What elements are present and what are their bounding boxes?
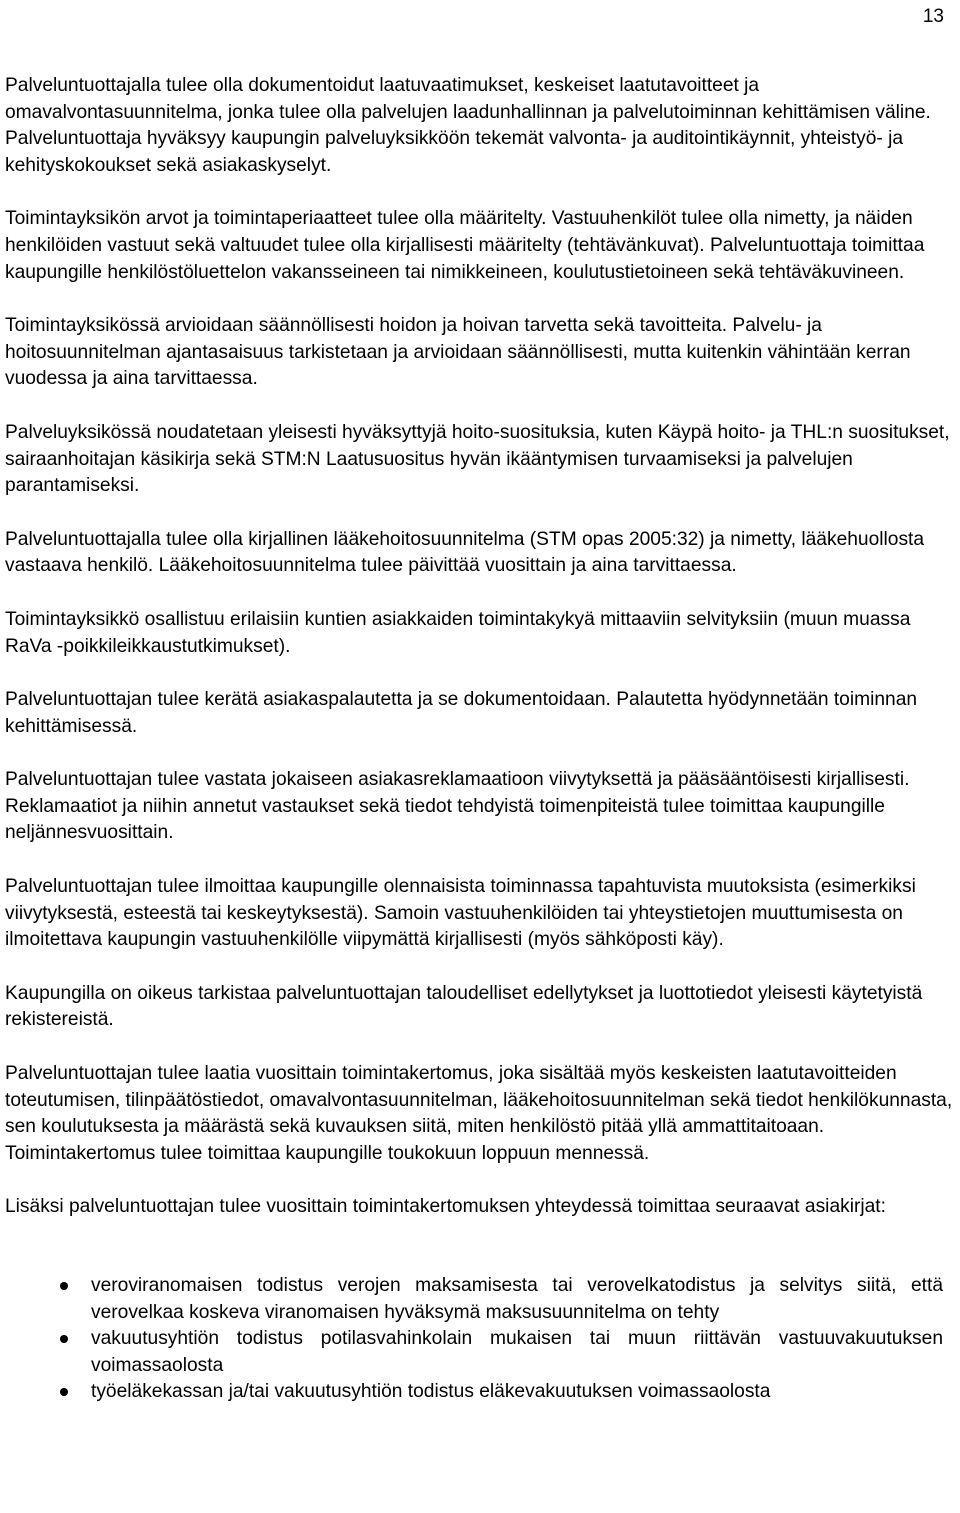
- paragraph-financial-check: Kaupungilla on oikeus tarkistaa palveluntuottajan taloudelliset edellytykset ja luottotiedot yleisesti käytetyistä rekistereistä.: [5, 982, 923, 1031]
- paragraph-customer-feedback: Palveluntuottajan tulee kerätä asiakaspalautetta ja se dokumentoidaan. Palautetta hyödynnetään toiminnan kehittämisessä.: [5, 689, 918, 737]
- bullet-icon: [60, 1335, 68, 1343]
- paragraph-values-and-responsibilities: Toimintayksikön arvot ja toimintaperiaatteet tulee olla määritelty. Vastuuhenkilöt tulee olla nimetty, ja näiden henkilöiden vastuut sekä valtuudet tulee olla kirjallisesti määritelty (tehtävänkuvat). Palveluntuottaja toimittaa kaupungille henkilöstöluettelon vakansseineen tai nimikkeineen, koulutustietoineen sekä tehtäväkuvineen.: [5, 208, 925, 283]
- paragraph-annual-report: Palveluntuottajan tulee laatia vuosittain toimintakertomus, joka sisältää myös keskeisten laatutavoitteiden toteutumisen, tilinpäätöstiedot, omavalvontasuunnitelman, lääkehoitosuunnitelman sekä tiedot henkilökunnasta, sen koulutuksesta ja määrästä sekä kuvauksen siitä, miten henkilöstö pitää yllä ammattitaitoaan. Toimintakertomus tulee toimittaa kaupungille toukokuun loppuun mennessä.: [5, 1063, 953, 1164]
- bullet-icon: [60, 1388, 68, 1396]
- paragraph-medication-plan: Palveluntuottajalla tulee olla kirjallinen lääkehoitosuunnitelma (STM opas 2005:32) ja nimetty, lääkehuollosta vastaava henkilö. Lääkehoitosuunnitelma tulee päivittää vuosittain ja aina tarvittaessa.: [5, 528, 925, 577]
- paragraph-care-recommendations: Palveluyksikössä noudatetaan yleisesti hyväksyttyjä hoito-suosituksia, kuten Käypä hoito- ja THL:n suositukset, sairaanhoitajan käsikirja sekä STM:N Laatusuositus hyvän ikääntymisen turvaamiseksi ja palvelujen parantamiseksi.: [5, 421, 950, 497]
- list-item-text: työeläkekassan ja/tai vakuutusyhtiön todistus eläkevakuutuksen voimassaolosta: [91, 1381, 771, 1403]
- paragraph-quality-requirements: Palveluntuottajalla tulee olla dokumentoidut laatuvaatimukset, keskeiset laatutavoitteet ja omavalvontasuunnitelma, jonka tulee olla palvelujen laadunhallinnan ja palvelutoiminnan kehittämisen väline. Palveluntuottaja hyväksyy kaupungin palveluyksikköön tekemät valvonta- ja auditointikäynnit, yhteistyö- ja kehityskokoukset sekä asiakaskyselyt.: [5, 75, 931, 176]
- page-number: 13: [922, 6, 944, 27]
- list-item: [5, 1326, 957, 1379]
- list-item: [5, 1379, 957, 1406]
- list-item-text: vakuutusyhtiön todistus potilasvahinkolain mukaisen tai muun riittävän vastuuvakuutuksen voimassaolosta: [91, 1328, 943, 1376]
- paragraph-change-notifications: Palveluntuottajan tulee ilmoittaa kaupungille olennaisista toiminnassa tapahtuvista muutoksista (esimerkiksi viivytyksestä, esteestä tai keskeytyksestä). Samoin vastuuhenkilöiden tai yhteystietojen muuttumisesta on ilmoitettava kaupungin vastuuhenkilölle viipymättä kirjallisesti (myös sähköposti käy).: [5, 876, 916, 951]
- paragraph-care-assessment: Toimintayksikössä arvioidaan säännöllisesti hoidon ja hoivan tarvetta sekä tavoitteita. Palvelu- ja hoitosuunnitelman ajantasaisuus tarkistetaan ja arvioidaan säännöllisesti, mutta kuitenkin vähintään kerran vuodessa ja aina tarvittaessa.: [5, 315, 911, 390]
- paragraph-complaints: Palveluntuottajan tulee vastata jokaiseen asiakasreklamaatioon viivytyksettä ja pääsääntöisesti kirjallisesti. Reklamaatiot ja niihin annetut vastaukset sekä tiedot tehdyistä toimenpiteistä tulee toimittaa kaupungille neljännesvuosittain.: [5, 769, 910, 844]
- list-item: [5, 1273, 957, 1326]
- list-item-text: veroviranomaisen todistus verojen maksamisesta tai verovelkatodistus ja selvitys siitä, että verovelkaa koskeva viranomaisen hyväksymä maksusuunnitelma on tehty: [91, 1275, 943, 1323]
- bullet-icon: [60, 1282, 68, 1290]
- document-body: [5, 73, 957, 1406]
- paragraph-additional-documents: Lisäksi palveluntuottajan tulee vuosittain toimintakertomuksen yhteydessä toimittaa seuraavat asiakirjat:: [5, 1196, 886, 1218]
- required-documents-list: [5, 1273, 957, 1406]
- paragraph-functional-surveys: Toimintayksikkö osallistuu erilaisiin kuntien asiakkaiden toimintakykyä mittaaviin selvityksiin (muun muassa RaVa -poikkileikkaustutkimukset).: [5, 608, 911, 657]
